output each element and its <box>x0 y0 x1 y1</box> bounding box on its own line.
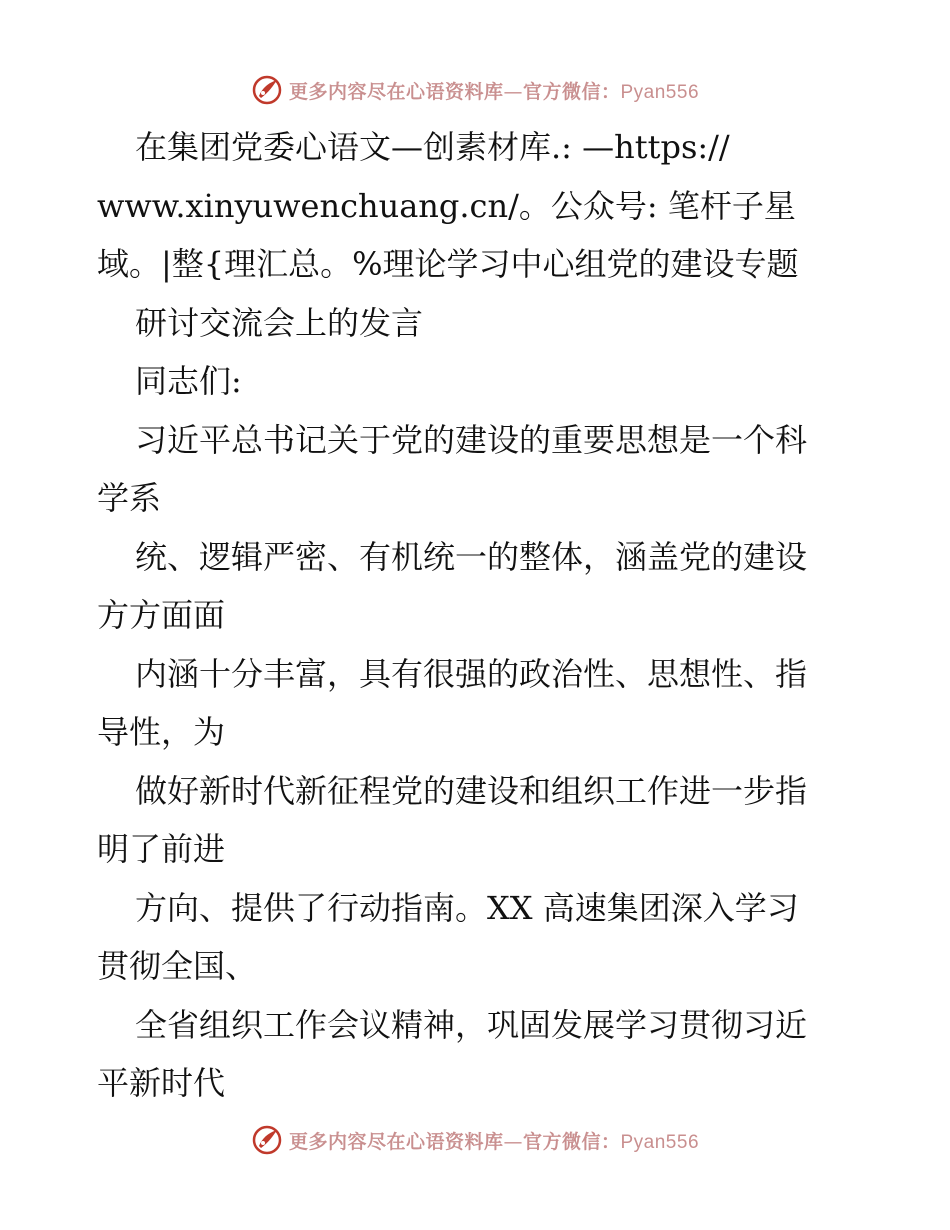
document-line: 方方面面 <box>97 596 226 634</box>
document-line: 研讨交流会上的发言 <box>135 303 424 342</box>
document-line: 学系 <box>97 479 162 517</box>
document-line: www.xinyuwenchuang.cn/。公众号: 笔杆子星 <box>97 186 796 225</box>
xinyu-logo-icon <box>251 74 283 106</box>
footer-banner <box>0 1120 950 1160</box>
document-line: 内涵十分丰富，具有很强的政治性、思想性、指 <box>135 654 808 693</box>
footer-banner-wechat-label: 官方微信： <box>522 1130 621 1153</box>
header-banner-wechat-id: Pyan556 <box>620 81 700 103</box>
document-line: 做好新时代新征程党的建设和组织工作进一步指 <box>135 771 808 810</box>
xinyu-logo-icon <box>251 1124 283 1156</box>
header-banner <box>0 70 950 110</box>
document-line: 域。|整{理汇总。%理论学习中心组党的建设专题 <box>97 245 799 283</box>
header-banner-main: 更多内容尽在心语资料库 <box>288 80 504 103</box>
footer-banner-main: 更多内容尽在心语资料库 <box>288 1130 504 1153</box>
document-line: 统、逻辑严密、有机统一的整体，涵盖党的建设 <box>135 537 808 576</box>
header-banner-wechat-label: 官方微信： <box>522 80 621 103</box>
document-line: 在集团党委心语文—创素材库.: —https:// <box>135 128 730 166</box>
document-line: 同志们: <box>135 362 242 400</box>
header-banner-dash: — <box>503 80 523 103</box>
document-body <box>97 118 857 1113</box>
document-line: 平新时代 <box>97 1064 226 1102</box>
footer-banner-wechat-id: Pyan556 <box>620 1131 700 1153</box>
document-line: 方向、提供了行动指南。XX 高速集团深入学习 <box>135 888 799 927</box>
header-banner-text <box>289 77 699 104</box>
footer-banner-dash: — <box>503 1130 523 1153</box>
document-line: 全省组织工作会议精神，巩固发展学习贯彻习近 <box>135 1005 808 1044</box>
footer-banner-text <box>289 1127 699 1154</box>
document-line: 习近平总书记关于党的建设的重要思想是一个科 <box>135 420 808 459</box>
document-line: 贯彻全国、 <box>97 947 258 985</box>
document-line: 明了前进 <box>97 830 226 868</box>
document-line: 导性，为 <box>97 713 226 751</box>
